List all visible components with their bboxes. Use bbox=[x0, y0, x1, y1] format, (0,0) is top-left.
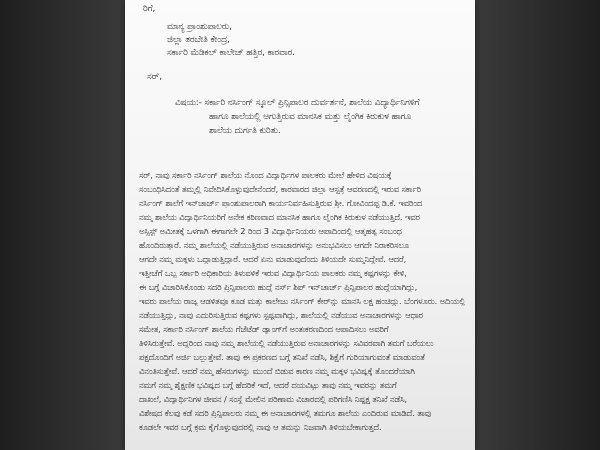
body-line: ಈ ಬಗ್ಗೆ ವಿಚಾರಿಸಿಕೊಂಡು ಸದರಿ ಪ್ರಿನ್ಸಿಪಾಲರು ಹುದ್ದೆ ನರ್ಸ್ ಶಿಪ್ ಇನ್‌ಚಾರ್ಜ್ ಪ್ರಿನ್ಸಿಪಾಲರ ಹುದ್ದೆಯಾಗಿದ್ದು, bbox=[139, 282, 418, 292]
body-line: ವಿನಂತಿಸುತ್ತೇವೆ. ಆದರೆ ನಮ್ಮ ಹೆಸರುಗಳನ್ನು ಮುಂದೆ ಬಿಡುವ ಕಾರಣ ನಮ್ಮ ಮಕ್ಕಳ ಭವಿಷ್ಯಕ್ಕೆ ತೊಂದರೆಯಾಗಿ bbox=[139, 366, 415, 376]
recipient-label: ರಿಗೆ, bbox=[143, 4, 156, 14]
background-left bbox=[0, 0, 125, 450]
background-right bbox=[475, 0, 600, 450]
address-line-3: ಸರ್ಕಾರಿ ಮೆಡಿಕಲ್ ಕಾಲೇಜ್ ಹತ್ತಿರ, ಕಾರವಾರ. bbox=[167, 48, 295, 58]
subject-line-3: ಶಾಲೆಯ ದುರ್ಗತಿ ಕುರಿತು. bbox=[209, 126, 281, 136]
body-line: ನಮ್ಮ ಶಾಲೆಯ ವಿದ್ಯಾರ್ಥಿನಿಯರಿಗೆ ಅನೇಕ ಕಠಿಣವಾದ ಮಾನಸಿಕ ಹಾಗೂ ಲೈಂಗಿಕ ಕಿರುಕುಳ ನಡೆಯುತ್ತಿದೆ. ಇವರ bbox=[139, 212, 420, 222]
body-line: ದಾಖಲೆ, ವಿದ್ಯಾರ್ಥಿನಿಗಳ ಜೀವನ / ಸಂಸ್ಥೆ ಮೇಲಿನ ಪರಿಣಾಮ ವಿಚಾರದಲ್ಲಿ ಪರಿಗಣಿಸಿ ನಿಷ್ಪಕ್ಷ ತನಿಖೆ ನಡೆಸಿ, bbox=[139, 394, 407, 404]
body-line: ಸಂಬಂಧಿಸಿದಂತೆ ತಮ್ಮಲ್ಲಿ ನಿವೇದಿಸಿಕೊಳ್ಳುವುದೇನೆಂದರೆ, ಕಾರವಾರದ ಜಿಲ್ಲಾ ಆಸ್ಪತ್ರೆ ಆವರಣದಲ್ಲಿ ಇರುವ ಸರ್ಕಾರಿ bbox=[139, 184, 421, 194]
body-line: ಅಸ್ಸಿಸ್ಟ್ ಅಮೀತಕ್ಕೆ ಒಳಗಾಗಿ ಈಗಾಗಲೇ 2 ರಿಂದ 3 ವಿದ್ಯಾರ್ಥಿನಿಯರು ಆಪಾದಿಂದಲ್ಲಿ ಆತ್ಮಹತ್ಯ ಸಂಬಂಧ bbox=[139, 226, 402, 236]
body-line: ಸಮೇತ, ಸರ್ಕಾರಿ ನರ್ಸಿಂಗ್ ಶಾಲೆಯ ಗೆಜೆಟೆಡ್ ಡ್ಯಾಂಗ್‌ಗೆ ಅಂತಃಕರಣದಿಂದ ಆಪಾದಿಸಲು ಅವರಿಗೆ bbox=[139, 324, 389, 334]
subject-line-1: ವಿಷಯ:- ಸರ್ಕಾರಿ ನರ್ಸಿಂಗ್ ಸ್ಕೂಲ್ ಪ್ರಿನ್ಸಿಪಾಲರ ದುರ್ವರ್ತನೆ, ಶಾಲೆಯ ವಿದ್ಯಾರ್ಥಿನಿಗಳಿಗೆ bbox=[175, 98, 420, 108]
body-line: ಕೂಡಲೇ ಇವರ ಬಗ್ಗೆ ಕ್ರಮ ಕೈಗೊಳ್ಳುವುದರಲ್ಲಿ ನಾವು ಆ ತಮನ್ನು ನಿಜವಾಗಿ ತಿಳಿಯಬೇಕಾಗುತ್ತದೆ. bbox=[139, 422, 382, 432]
body-line: ನಮಗೆ ನಮ್ಮ ಶೈಕ್ಷಣಿಕ ಭವಿಷ್ಯದ ಬಗ್ಗೆ ಹೆದರಿಕೆ ಇದೆ, ಆದರೆ ದಯವಿಟ್ಟು ತಾವು ನಮ್ಮ ಇವರನ್ನು ತಮಗೆ bbox=[139, 380, 397, 390]
body-line: ಪಕ್ಷದೊಂದಿಗೆ ಅರ್ಜಿ ಬಲ್ಲುತ್ತೇವೆ. ತಾವು ಈ ಪ್ರಕರಣದ ಬಗ್ಗೆ ತನಿಖೆ ನಡೆಸಿ, ಶಿಕ್ಷೆಗೆ ಗುರಿಯಾಗುವಂತೆ ಮಾಡುವಂತೆ bbox=[139, 352, 425, 362]
body-line: ಇತ್ತೀಚೆಗೆ ಒಬ್ಬ ಸರ್ಕಾರಿ ಅಧಿಕಾರಿಯ ತಿಳುವಳಿಕೆ ಇರುವ ವಿದ್ಯಾರ್ಥಿನಿಯ ಪಾಲಕರು ನಮ್ಮ ಕಷ್ಟಗಳನ್ನು ಕೇಳಿ, bbox=[139, 268, 407, 278]
salutation: ಸರ್, bbox=[147, 72, 163, 82]
address-line-1: ಮಾನ್ಯ ಪ್ರಾಂಶುಪಾಲರು, bbox=[167, 22, 232, 32]
body-line: ತಿಳಿಸಿರುತ್ತೇವೆ. ಅದ್ದರಿಂದ ನಾವು ನಮ್ಮ ಶಾಲೆಯಲ್ಲಿ ನಡೆಯುತ್ತಿರುವ ಅನಾಚಾರಗಳನ್ನು ಸವಿವರವಾಗಿ ತಮಗೆ ಬರೆಯಲು bbox=[139, 338, 434, 348]
body-line: ಇವರು ಪಾಲೆಯ ರಾಜ್ಯ ಆಡಳಿತವೂ ಕೂಡ ಮತ್ತು ಕಾಲೇಜು ನರ್ಸಿಂಗ್ ಕೇರ್‌ನ್ನು ಮಾನಸಿ ಲಕ್ಷ ಹಂಚಿದ್ದು. ಬೆಂಗಳೂರು. ಅದಿಯಲ್ಲಿ bbox=[139, 296, 465, 306]
body-line: ವಿಶೇಷದ ಕೆಲವು ಕಡೆ ಸದರಿ ಪ್ರಿನ್ಸಿಪಾಲರು ನಮ್ಮ ಈ ಅನಾಚಾರಗಳಲ್ಲಿ ತಮಗೂ ಶಾಲೆಯ ಎಂದಿರುವ ಮಾಡಿದೆ. ತಾವು bbox=[139, 408, 432, 418]
body-line: ಹೊಂದಿರುತ್ತಾರೆ. ನಮ್ಮ ಶಾಲೆಯಲ್ಲಿ ನಡೆಯುತ್ತಿರುವ ಅನಾಚಾರಗಳನ್ನು ಅನುಭವಿಸಲು ಆಗದೇ ನಿರಾಕರಿಸಲೂ bbox=[139, 240, 409, 250]
letter-page bbox=[125, 0, 475, 450]
body-line: ಸರ್, ನಾವು ಸರ್ಕಾರಿ ನರ್ಸಿಂಗ್ ಶಾಲೆಯ ನೊಂದ ವಿದ್ಯಾರ್ಥಿಗಳ ಪಾಲಕರು ಮೇಲೆ ಹೇಳಿದ ವಿಷಯಕ್ಕೆ bbox=[139, 170, 392, 180]
body-line: ನಡೆಯುತ್ತಿದ್ದು, ನಾವು ಎದುರಿಸುತ್ತಿರುವ ಕಷ್ಟಗಳು ಸ್ಪಷ್ಟವಾಗಿದ್ದು, ಶಾಲೆಯಲ್ಲಿ ನಡೆಯುವ ಅನಾಚಾರಗಳನ್ನು ಆಧಾರ bbox=[139, 310, 423, 320]
body-line: ಆಗದೇ ನಮ್ಮ ಮಕ್ಕಳು ಒದ್ದಾಡುತ್ತಿದ್ದಾರೆ. ಆದರೆ ಏನು ಮಾಡುವುದೆಂದು ತಿಳಿಯದೇ ಸುಮ್ಮನಿದ್ದೇವೆ. ಆದರೆ, bbox=[139, 254, 407, 264]
body-line: ನರ್ಸಿಂಗ್ ಶಾಲೆಗೆ ಇನ್‌ಚಾರ್ಜ್ ಪ್ರಾಂಶುಪಾಲರಾಗಿ ಕಾರ್ಯನಿರ್ವಹಿಸುತ್ತಿರುವ ಶ್ರೀ. ಗೋವಿಂದಪ್ಪ ಡಿ.ಕೆ. ಇವರಿಂದ bbox=[139, 198, 423, 208]
subject-line-2: ಹಾಗೂ ಶಾಲೆಯಲ್ಲಿ ಆಗುತ್ತಿರುವ ಮಾನಸಿಕ ಮತ್ತು ಲೈಂಗಿಕ ಕಿರುಕುಳ ಹಾಗೂ bbox=[209, 112, 411, 122]
address-line-2: ಜಿಲ್ಲಾ ತರಬೇತಿ ಕೇಂದ್ರ, bbox=[167, 35, 230, 45]
